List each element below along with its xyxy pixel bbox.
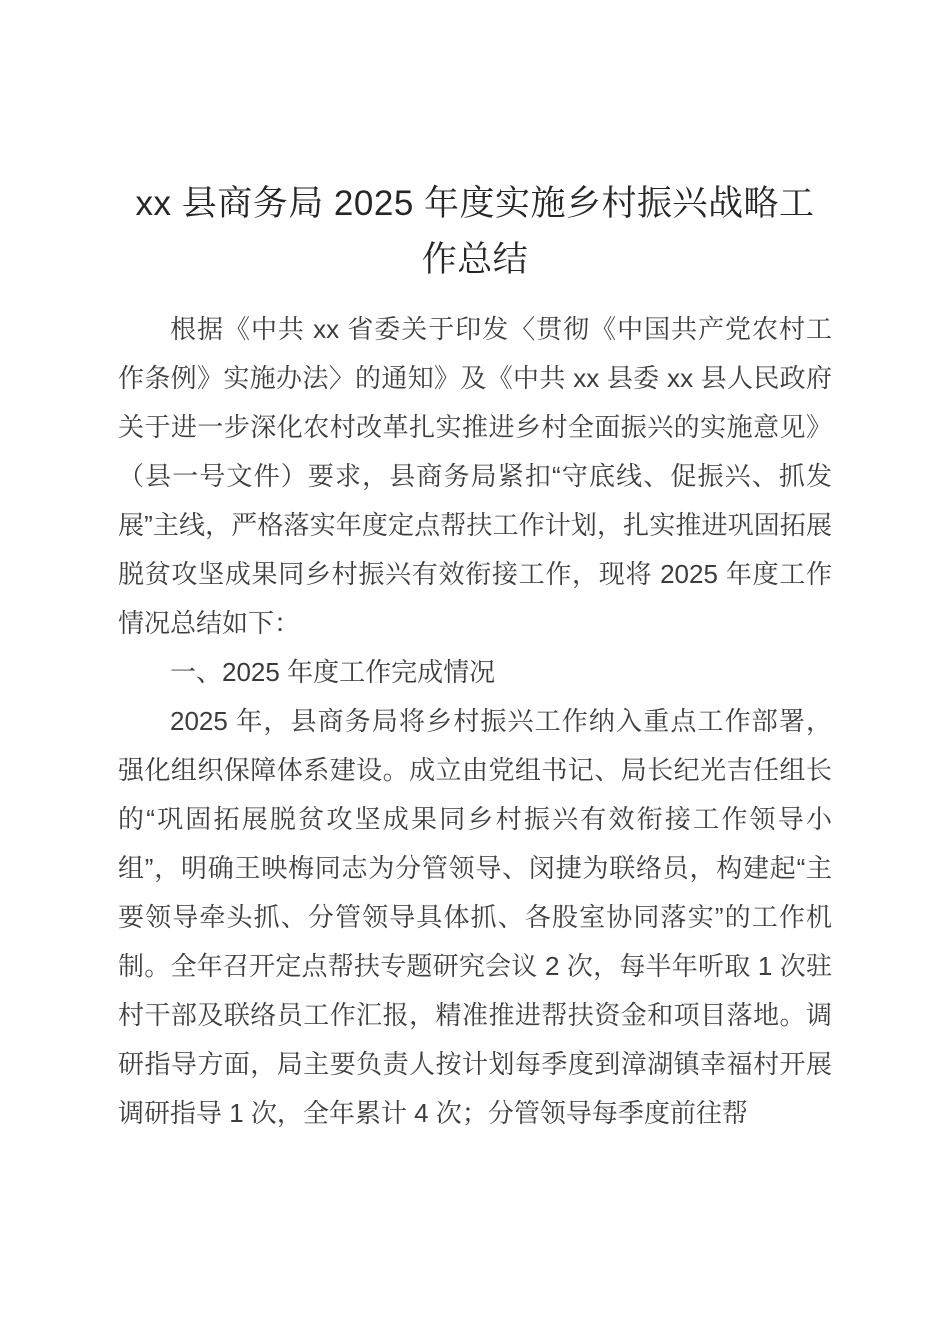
intro-paragraph: 根据《中共 xx 省委关于印发〈贯彻《中国共产党农村工作条例》实施办法〉的通知》及《中共 xx 县委 xx 县人民政府关于进一步深化农村改革扎实推进乡村全面振兴的实施意见》（县一号文件）要求，县商务局紧扣“守底线、促振兴、抓发展”主线，严格落实年度定点帮扶工作计划，扎实推进巩固拓展脱贫攻坚成果同乡村振兴有效衔接工作，现将 2025 年度工作情况总结如下： [118,314,832,638]
section-heading: 一、2025 年度工作完成情况 [170,657,496,687]
body-paragraph: 2025 年，县商务局将乡村振兴工作纳入重点工作部署，强化组织保障体系建设。成立由党组书记、局长纪光吉任组长的“巩固拓展脱贫攻坚成果同乡村振兴有效衔接工作领导小组”，明确王映梅同志为分管领导、闵捷为联络员，构建起“主要领导牵头抓、分管领导具体抓、各股室协同落实”的工作机制。全年召开定点帮扶专题研究会议 2 次，每半年听取 1 次驻村干部及联络员工作汇报，精准推进帮扶资金和项目落地。调研指导方面，局主要负责人按计划每季度到漳湖镇幸福村开展调研指导 1 次，全年累计 4 次；分管领导每季度前往帮 [118,706,832,1128]
document-title: xx 县商务局 2025 年度实施乡村振兴战略工作总结 [135,184,815,279]
